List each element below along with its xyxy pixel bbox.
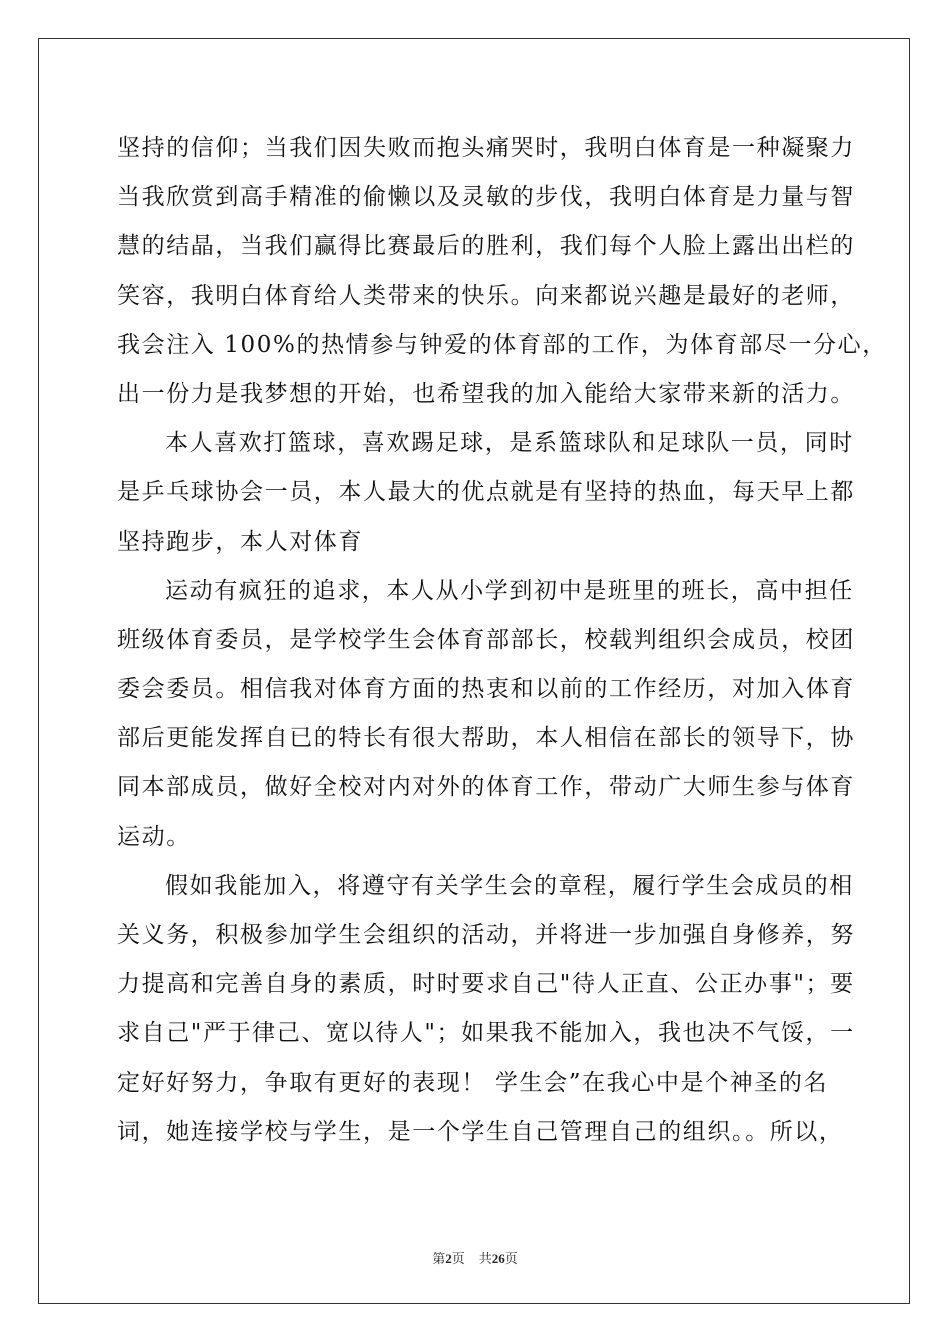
text-line: 关义务，积极参加学生会组织的活动，并将进一步加强自身修养，努 — [117, 922, 855, 948]
text-line: 力提高和完善自身的素质，时时要求自己"待人正直、公正办事"；要 — [117, 971, 855, 998]
text-line: 委会委员。相信我对体育方面的热衷和以前的工作经历，对加入体育 — [117, 676, 855, 703]
document-body — [117, 124, 887, 1157]
page-footer — [0, 1248, 950, 1267]
text-line: 班级体育委员，是学校学生会体育部部长，校载判组织会成员，校团 — [117, 626, 855, 653]
text-line: 笑容，我明白体育给人类带来的快乐。向来都说兴趣是最好的老师， — [117, 282, 855, 309]
text-line: 当我欣赏到高手精准的偷懒以及灵敏的步伐，我明白体育是力量与智 — [117, 184, 855, 211]
text-line: 词，她连接学校与学生，是一个学生自己管理自己的组织。。所以， — [117, 1118, 844, 1145]
text-line: 出一份力是我梦想的开始，也希望我的加入能给大家带来新的活力。 — [117, 380, 855, 407]
text-line: 部后更能发挥自已的特长有很大帮助，本人相信在部长的领导下，协 — [117, 725, 855, 752]
paragraph-first-line: 本人喜欢打篮球，喜欢踢足球，是系篮球队和足球队一员，同时 — [165, 430, 854, 457]
text-line: 慧的结晶，当我们赢得比赛最后的胜利，我们每个人脸上露出出栏的 — [117, 233, 855, 260]
page-suffix: 页 — [451, 1251, 465, 1266]
text-line: 运动。 — [117, 823, 191, 850]
page-number: 2 — [445, 1251, 452, 1266]
text-line: 定好好努力，争取有更好的表现！ 学生会”在我心中是个神圣的名 — [117, 1069, 829, 1096]
text-line: 是乒乓球协会一员，本人最大的优点就是有坚持的热血，每天早上都 — [117, 479, 855, 506]
text-line: 求自己"严于律己、宽以待人"；如果我不能加入，我也决不气馁，一 — [117, 1020, 855, 1047]
text-line: 坚持跑步，本人对体育 — [117, 528, 363, 555]
text-line: 同本部成员，做好全校对内对外的体育工作，带动广大师生参与体育 — [117, 774, 855, 801]
paragraph-first-line: 运动有疯狂的追求，本人从小学到初中是班里的班长，高中担任 — [165, 577, 854, 604]
page-prefix: 第 — [432, 1251, 446, 1266]
paragraph-first-line: 假如我能加入，将遵守有关学生会的章程，履行学生会成员的相 — [165, 872, 854, 899]
text-line: 坚持的信仰；当我们因失败而抱头痛哭时，我明白体育是一种凝聚力 — [117, 135, 855, 161]
text-line: 我会注入 100%的热情参与钟爱的体育部的工作，为体育部尽一分心， — [117, 331, 887, 358]
total-pages: 26 — [491, 1251, 505, 1266]
total-suffix: 页 — [504, 1251, 518, 1266]
total-prefix: 共 — [478, 1251, 492, 1266]
